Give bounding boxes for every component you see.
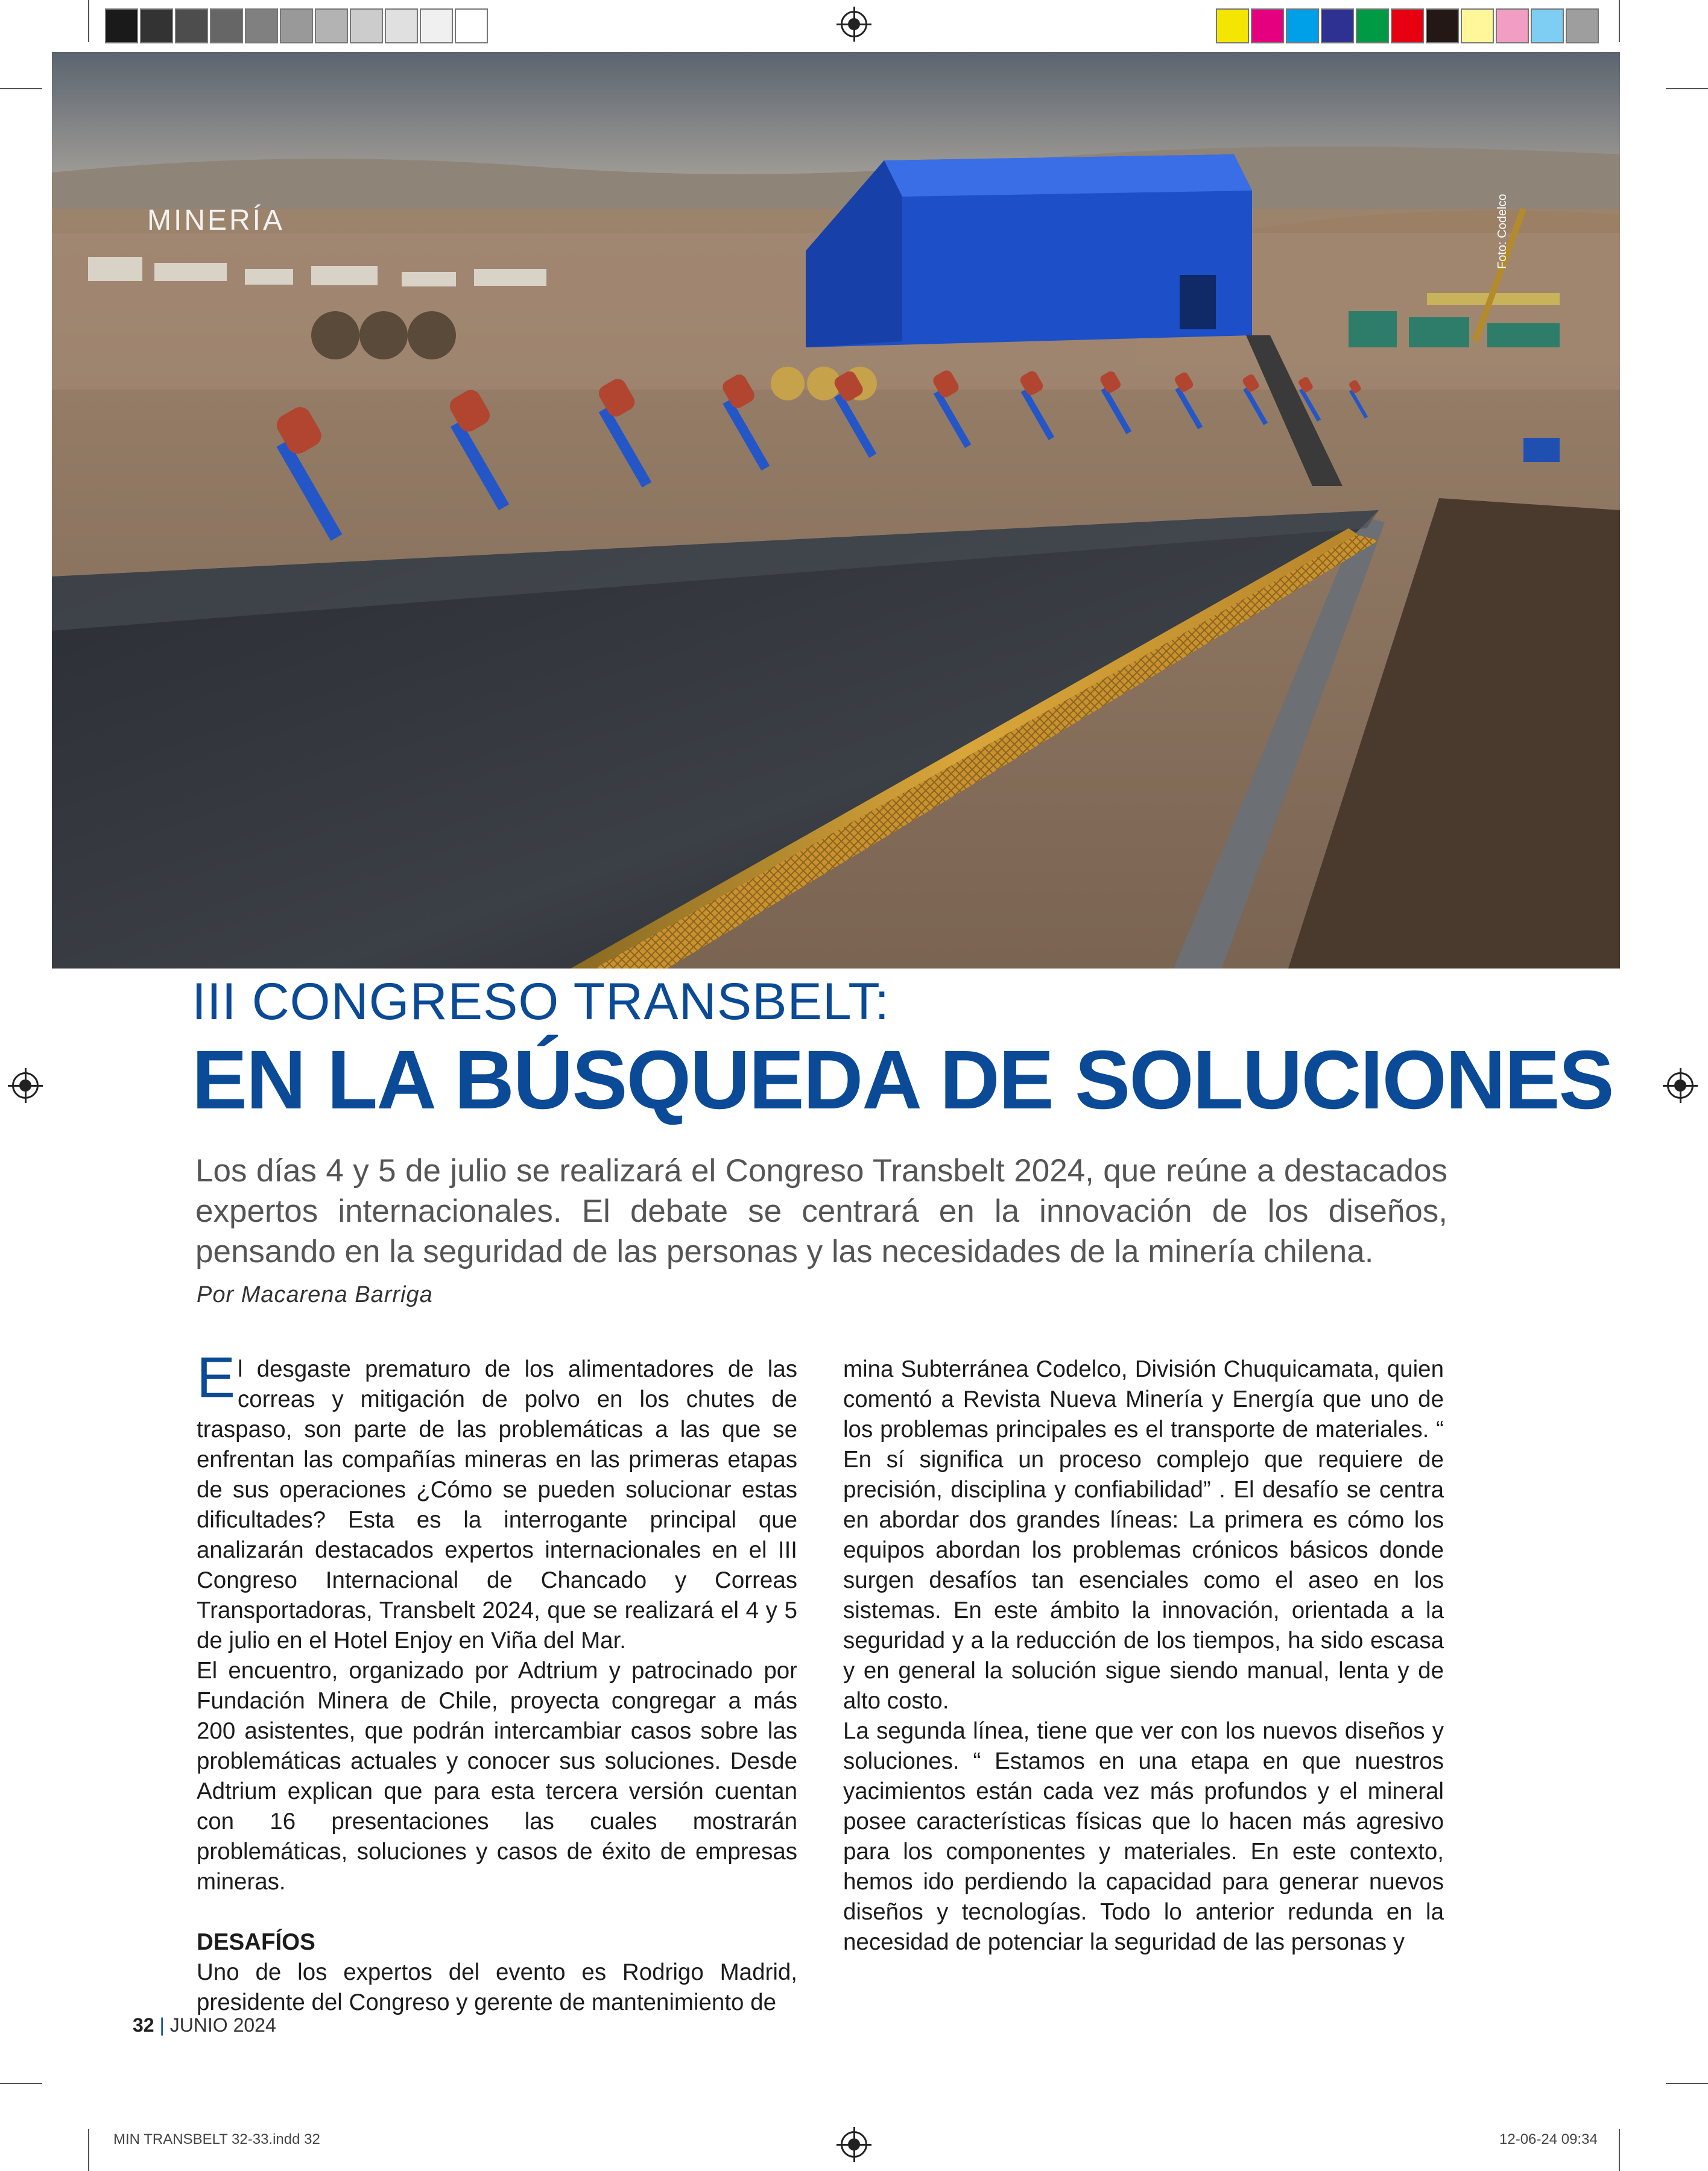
color-swatch bbox=[1286, 8, 1319, 43]
color-swatch bbox=[1391, 8, 1424, 43]
indd-date-slug: 12-06-24 09:34 bbox=[1499, 2131, 1598, 2147]
page-folio bbox=[133, 2014, 276, 2037]
paragraph bbox=[197, 1345, 797, 1656]
color-swatch bbox=[175, 8, 208, 43]
crop-mark bbox=[88, 0, 89, 42]
color-swatch bbox=[1356, 8, 1389, 43]
color-swatch bbox=[420, 8, 453, 43]
color-swatch bbox=[105, 8, 138, 43]
color-swatch bbox=[1531, 8, 1564, 43]
registration-mark-icon bbox=[841, 2131, 867, 2158]
crop-mark bbox=[88, 2129, 89, 2171]
crop-mark bbox=[0, 88, 42, 89]
paragraph: El encuentro, organizado por Adtrium y patrocinado por Fundación Minera de Chile, proyecta congregar a más 200 asistentes, que podrán intercambiar casos sobre las problemáticas actuales y conocer sus soluciones. Desde Adtrium explican que para esta tercera versión cuentan con 16 presentaciones las cuales mostrarán problemáticas, soluciones y casos de éxito de empresas mineras. bbox=[197, 1658, 797, 1895]
indd-file-slug: MIN TRANSBELT 32-33.indd 32 bbox=[113, 2131, 320, 2147]
color-swatch bbox=[245, 8, 278, 43]
crop-mark bbox=[1619, 0, 1620, 42]
color-swatch bbox=[1426, 8, 1459, 43]
section-subhead: DESAFÍOS bbox=[197, 1929, 315, 1955]
paragraph-text: l desgaste prematuro de los alimentadores de las correas y mitigación de polvo en los chutes de traspaso, son parte de las problemáticas a las que se enfrentan las compañías mineras en las primeras etapas de sus operaciones ¿Cómo se pueden solucionar estas dificultades? Esta es la interrogante principal que analizarán destacados expertos internacionales en el III Congreso Internacional de Chancado y Correas Transportadoras, Transbelt 2024, que se realizará el 4 y 5 de julio en el Hotel Enjoy en Viña del Mar. bbox=[197, 1356, 797, 1654]
color-swatch bbox=[1566, 8, 1599, 43]
issue-date: JUNIO 2024 bbox=[169, 2014, 276, 2036]
color-swatch bbox=[455, 8, 488, 43]
crop-mark bbox=[1666, 88, 1708, 89]
registration-mark-icon bbox=[1667, 1072, 1694, 1099]
hero-photo bbox=[52, 52, 1620, 969]
drop-cap: E bbox=[197, 1345, 236, 1410]
conveyor-belt-illustration bbox=[52, 52, 1620, 969]
color-swatch bbox=[1216, 8, 1249, 43]
registration-mark-icon bbox=[841, 11, 867, 37]
article-byline: Por Macarena Barriga bbox=[197, 1282, 433, 1307]
crop-mark bbox=[0, 2083, 42, 2084]
color-swatch bbox=[1496, 8, 1529, 43]
color-swatch bbox=[1251, 8, 1284, 43]
color-swatch bbox=[385, 8, 418, 43]
process-color-bar bbox=[1216, 8, 1601, 45]
section-label: MINERÍA bbox=[147, 204, 285, 236]
crop-mark bbox=[1666, 2083, 1708, 2084]
color-swatch bbox=[1461, 8, 1494, 43]
color-swatch bbox=[350, 8, 383, 43]
color-swatch bbox=[210, 8, 243, 43]
article-column-right bbox=[843, 1354, 1444, 1958]
photo-credit: Foto: Codelco bbox=[1496, 194, 1509, 269]
paragraph: La segunda línea, tiene que ver con los nuevos diseños y soluciones. “ Estamos en una etapa en que nuestros yacimientos están cada vez más profundos y el mineral posee características físicas que lo hacen más agresivo para los componentes y materiales. En este contexto, hemos ido perdiendo la capacidad para generar nuevos diseños y tecnologías. Todo lo anterior redunda en la necesidad de potenciar la seguridad de las personas y bbox=[843, 1718, 1444, 1955]
paragraph: mina Subterránea Codelco, División Chuquicamata, quien comentó a Revista Nueva Minería y Energía que uno de los problemas principales es el transporte de materiales. “ En sí significa un proceso complejo que requiere de precisión, disciplina y confiabilidad” . El desafío se centra en abordar dos grandes líneas: La primera es cómo los equipos abordan los problemas crónicos básicos donde surgen desafíos tan esenciales como el aseo en los sistemas. En este ámbito la innovación, orientada a la seguridad y a la reducción de los tiempos, ha sido escasa y en general la solución sigue siendo manual, lenta y de alto costo. bbox=[843, 1356, 1444, 1714]
color-swatch bbox=[315, 8, 348, 43]
grayscale-color-bar bbox=[105, 8, 490, 45]
folio-separator: | bbox=[159, 2014, 165, 2036]
color-swatch bbox=[1321, 8, 1354, 43]
color-swatch bbox=[140, 8, 173, 43]
article-lead: Los días 4 y 5 de julio se realizará el Congreso Transbelt 2024, que reúne a destacados expertos internacionales. El debate se centrará en la innovación de los diseños, pensando en la seguridad de las personas y las necesidades de la minería chilena. bbox=[195, 1153, 1447, 1269]
paragraph: Uno de los expertos del evento es Rodrigo Madrid, presidente del Congreso y gerente de mantenimiento de bbox=[197, 1959, 797, 2015]
registration-mark-icon bbox=[12, 1072, 39, 1099]
crop-mark bbox=[1619, 2129, 1620, 2171]
color-swatch bbox=[280, 8, 313, 43]
article-column-left bbox=[197, 1345, 797, 2018]
article-kicker: III CONGRESO TRANSBELT: bbox=[192, 973, 890, 1031]
page-number: 32 bbox=[133, 2014, 154, 2036]
article-headline: EN LA BÚSQUEDA DE SOLUCIONES bbox=[192, 1034, 1613, 1127]
